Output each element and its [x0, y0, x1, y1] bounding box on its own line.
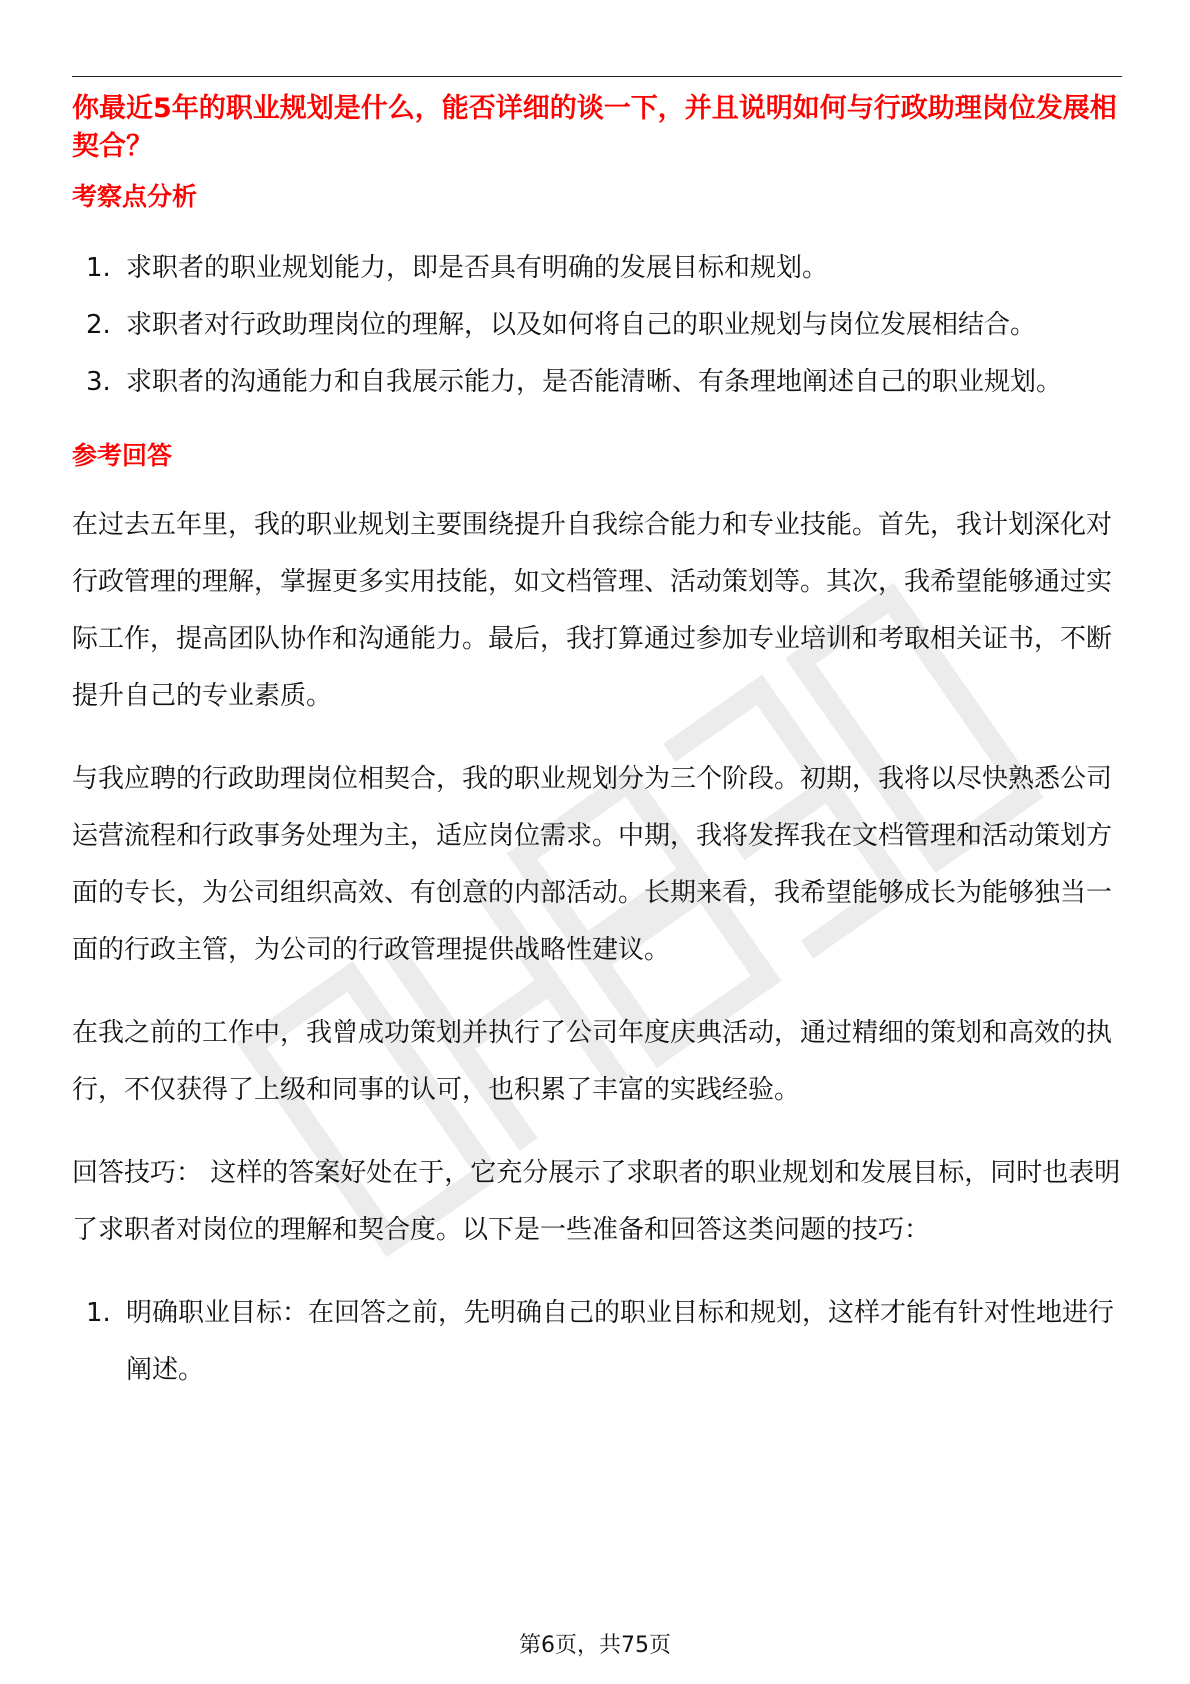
main-content: [72, 90, 1122, 1399]
top-divider: [72, 76, 1122, 77]
list-number: 1.: [86, 253, 111, 283]
tips-paragraph: 回答技巧： 这样的答案好处在于，它充分展示了求职者的职业规划和发展目标，同时也表明了求职者对岗位的理解和契合度。以下是一些准备和回答这类问题的技巧：: [72, 1158, 1121, 1245]
list-text: 明确职业目标：在回答之前，先明确自己的职业目标和规划，这样才能有针对性地进行阐述。: [126, 1298, 1115, 1385]
list-number: 3.: [86, 367, 111, 397]
tips-list: [72, 1285, 1122, 1399]
list-item: [72, 240, 1122, 297]
list-text: 求职者的沟通能力和自我展示能力，是否能清晰、有条理地阐述自己的职业规划。: [126, 367, 1063, 397]
list-text: 求职者的职业规划能力，即是否具有明确的发展目标和规划。: [126, 253, 829, 283]
analysis-title: 考察点分析: [72, 182, 198, 211]
list-item: [72, 297, 1122, 354]
list-number: 1.: [86, 1298, 111, 1328]
answer-paragraph: 在过去五年里，我的职业规划主要围绕提升自我综合能力和专业技能。首先，我计划深化对行政管理的理解，掌握更多实用技能，如文档管理、活动策划等。其次，我希望能够通过实际工作，提高团队协作和沟通能力。最后，我打算通过参加专业培训和考取相关证书，不断提升自己的专业素质。: [72, 510, 1113, 711]
list-item: [72, 1285, 1122, 1399]
question-heading: 你最近5年的职业规划是什么，能否详细的谈一下，并且说明如何与行政助理岗位发展相契合？: [72, 93, 1117, 162]
answer-paragraph: 在我之前的工作中，我曾成功策划并执行了公司年度庆典活动，通过精细的策划和高效的执行，不仅获得了上级和同事的认可，也积累了丰富的实践经验。: [72, 1018, 1113, 1105]
list-text: 求职者对行政助理岗位的理解，以及如何将自己的职业规划与岗位发展相结合。: [126, 310, 1037, 340]
analysis-list: [72, 240, 1122, 411]
answer-paragraph: 与我应聘的行政助理岗位相契合，我的职业规划分为三个阶段。初期，我将以尽快熟悉公司运营流程和行政事务处理为主，适应岗位需求。中期，我将发挥我在文档管理和活动策划方面的专长，为公司组织高效、有创意的内部活动。长期来看，我希望能够成长为能够独当一面的行政主管，为公司的行政管理提供战略性建议。: [72, 764, 1113, 965]
page-number: 第6页，共75页: [519, 1633, 671, 1658]
list-number: 2.: [86, 310, 111, 340]
answer-title: 参考回答: [72, 441, 173, 470]
list-item: [72, 354, 1122, 411]
